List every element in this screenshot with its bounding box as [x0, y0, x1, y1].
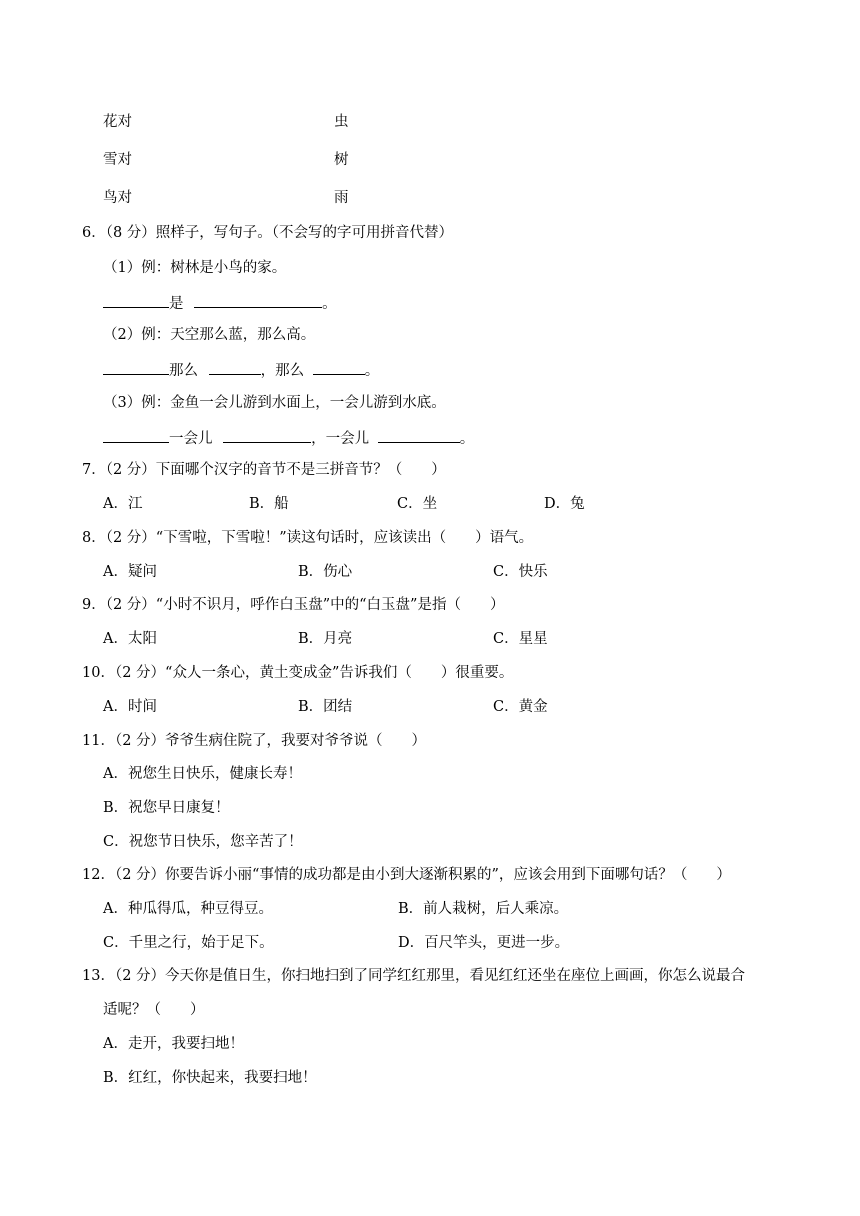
- q12-option-b[interactable]: B．前人栽树，后人乘凉。: [398, 901, 569, 917]
- q9-option-b[interactable]: B．月亮: [298, 631, 353, 647]
- q12-option-c[interactable]: C．千里之行，始于足下。: [103, 935, 274, 951]
- q6-example-1: （1）例：树林是小鸟的家。: [103, 260, 287, 276]
- q11-option-b[interactable]: B．祝您早日康复！: [103, 800, 230, 816]
- q6-fill-3: [103, 428, 474, 448]
- q7-option-d[interactable]: D．兔: [544, 496, 585, 512]
- pair-left-2: 雪对: [103, 152, 132, 168]
- q13-option-b[interactable]: B．红红，你快起来，我要扫地！: [103, 1070, 317, 1086]
- pair-right-3: 雨: [334, 190, 349, 206]
- q10-option-b[interactable]: B．团结: [298, 699, 353, 715]
- q6-example-3: （3）例：金鱼一会儿游到水面上，一会儿游到水底。: [103, 395, 446, 411]
- q9-option-a[interactable]: A．太阳: [103, 631, 157, 647]
- fill-text: 是: [169, 296, 184, 312]
- answer-blank[interactable]: [103, 293, 169, 308]
- q6-fill-1: [103, 293, 337, 313]
- q12-stem: 12．（2 分）你要告诉小丽“事情的成功都是由小到大逐渐积累的”，应该会用到下面哪句话？（ ）: [82, 867, 731, 883]
- q7-option-b[interactable]: B．船: [249, 496, 289, 512]
- q11-stem: 11．（2 分）爷爷生病住院了，我要对爷爷说（ ）: [82, 733, 427, 749]
- q8-option-b[interactable]: B．伤心: [298, 564, 353, 580]
- q7-option-c[interactable]: C．坐: [397, 496, 438, 512]
- fill-text: 一会儿: [169, 431, 213, 447]
- pair-left-1: 花对: [103, 114, 132, 130]
- q13-option-a[interactable]: A．走开，我要扫地！: [103, 1036, 244, 1052]
- fill-text: 。: [322, 296, 337, 312]
- answer-blank[interactable]: [378, 428, 460, 443]
- q8-stem: 8．（2 分）“下雪啦，下雪啦！”读这句话时，应该读出（ ）语气。: [82, 530, 534, 546]
- answer-blank[interactable]: [194, 293, 322, 308]
- q8-option-c[interactable]: C．快乐: [493, 564, 548, 580]
- fill-text: ，一会儿: [311, 431, 370, 447]
- q8-option-a[interactable]: A．疑问: [103, 564, 157, 580]
- fill-text: ，那么: [260, 363, 305, 379]
- q13-stem-line-2: 适呢？（ ）: [103, 1002, 205, 1018]
- answer-blank[interactable]: [103, 360, 169, 375]
- fill-text: 那么: [169, 363, 198, 379]
- q12-option-d[interactable]: D．百尺竿头，更进一步。: [398, 935, 570, 951]
- pair-right-2: 树: [334, 152, 349, 168]
- pair-left-3: 鸟对: [103, 190, 132, 206]
- answer-blank[interactable]: [313, 360, 365, 375]
- q6-fill-2: [103, 360, 379, 380]
- q7-option-a[interactable]: A．江: [103, 496, 143, 512]
- fill-text: 。: [364, 363, 380, 379]
- pair-right-1: 虫: [334, 114, 349, 130]
- q10-option-a[interactable]: A．时间: [103, 699, 157, 715]
- answer-blank[interactable]: [223, 428, 311, 443]
- q6-example-2: （2）例：天空那么蓝，那么高。: [103, 327, 316, 343]
- q13-stem-line-1: 13．（2 分）今天你是值日生，你扫地扫到了同学红红那里，看见红红还坐在座位上画画，你怎么说最合: [82, 968, 746, 984]
- q11-option-a[interactable]: A．祝您生日快乐，健康长寿！: [103, 766, 302, 782]
- q7-stem: 7．（2 分）下面哪个汉字的音节不是三拼音节？（ ）: [82, 462, 446, 478]
- q9-option-c[interactable]: C．星星: [493, 631, 548, 647]
- answer-blank[interactable]: [103, 428, 169, 443]
- q9-stem: 9．（2 分）“小时不识月，呼作白玉盘”中的“白玉盘”是指（ ）: [82, 597, 505, 613]
- q11-option-c[interactable]: C．祝您节日快乐，您辛苦了！: [103, 834, 303, 850]
- answer-blank[interactable]: [209, 360, 261, 375]
- fill-text: 。: [459, 431, 475, 447]
- q12-option-a[interactable]: A．种瓜得瓜，种豆得豆。: [103, 901, 273, 917]
- q10-stem: 10．（2 分）“众人一条心，黄土变成金”告诉我们（ ）很重要。: [82, 665, 514, 681]
- q6-stem: 6．（8 分）照样子，写句子。（不会写的字可用拼音代替）: [82, 225, 454, 241]
- q10-option-c[interactable]: C．黄金: [493, 699, 548, 715]
